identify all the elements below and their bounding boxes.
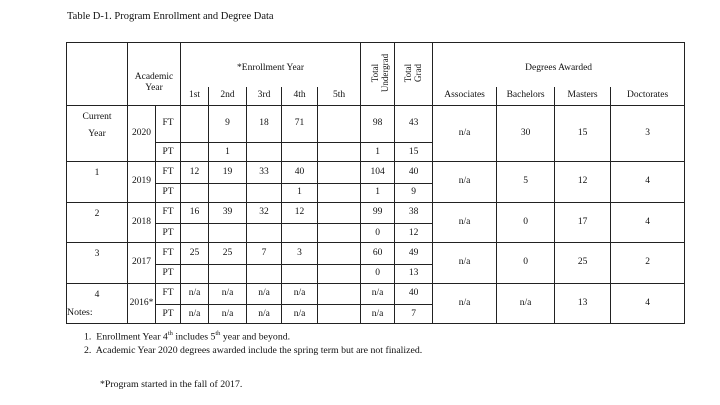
data-cell <box>318 183 361 202</box>
pt-label: PT <box>156 264 181 283</box>
data-cell: 32 <box>247 202 282 224</box>
data-cell <box>318 305 361 324</box>
row-label-cont <box>67 183 128 202</box>
degree-cell: 30 <box>497 105 555 162</box>
data-cell <box>209 183 247 202</box>
row-label: 4 <box>67 283 128 305</box>
data-cell: n/a <box>247 283 282 305</box>
row-label: 2 <box>67 202 128 224</box>
degree-cell: 25 <box>555 243 611 284</box>
degree-cell: 0 <box>497 202 555 243</box>
degree-col-doctorates: Doctorates <box>611 87 685 106</box>
data-cell <box>282 224 318 243</box>
data-cell: 7 <box>247 243 282 265</box>
degree-cell: 3 <box>611 105 685 162</box>
note-1 <box>84 330 290 342</box>
data-cell: 9 <box>395 183 433 202</box>
degree-cell: n/a <box>433 105 497 162</box>
academic-year-cell: 2016* <box>128 283 156 324</box>
data-cell: n/a <box>282 283 318 305</box>
note-1-sup-1: th <box>167 330 173 337</box>
degree-cell: 0 <box>497 243 555 284</box>
pt-label: PT <box>156 143 181 162</box>
data-cell: 38 <box>395 202 433 224</box>
degree-cell: 4 <box>611 202 685 243</box>
note-1-text-a: Enrollment Year 4 <box>96 331 168 343</box>
data-cell: 40 <box>395 283 433 305</box>
data-cell: 1 <box>209 143 247 162</box>
enrollment-year-col-2: 2nd <box>209 87 247 106</box>
data-cell: 33 <box>247 162 282 184</box>
row-label-cont <box>67 143 128 162</box>
table-row <box>67 283 685 305</box>
degree-cell: n/a <box>433 202 497 243</box>
degree-cell: n/a <box>497 283 555 324</box>
data-cell: 7 <box>395 305 433 324</box>
data-cell: 71 <box>282 105 318 143</box>
data-cell: 12 <box>395 224 433 243</box>
data-cell: 1 <box>282 183 318 202</box>
data-cell <box>318 283 361 305</box>
data-cell: n/a <box>361 305 395 324</box>
enrollment-year-col-4: 4th <box>282 87 318 106</box>
data-cell: 1 <box>361 143 395 162</box>
degree-cell: 12 <box>555 162 611 203</box>
data-cell <box>181 143 209 162</box>
data-cell <box>282 264 318 283</box>
data-cell <box>318 162 361 184</box>
data-cell: n/a <box>247 305 282 324</box>
note-1-sup-2: th <box>215 330 221 337</box>
row-label: Current Year <box>67 105 128 143</box>
degree-cell: n/a <box>433 162 497 203</box>
data-cell: 60 <box>361 243 395 265</box>
data-cell: n/a <box>181 283 209 305</box>
data-cell <box>318 224 361 243</box>
ft-label: FT <box>156 243 181 265</box>
data-cell <box>247 183 282 202</box>
data-cell: 9 <box>209 105 247 143</box>
ft-label: FT <box>156 162 181 184</box>
academic-year-cell: 2018 <box>128 202 156 243</box>
degree-cell: 2 <box>611 243 685 284</box>
ft-label: FT <box>156 202 181 224</box>
data-cell: 40 <box>282 162 318 184</box>
pt-label: PT <box>156 183 181 202</box>
degree-col-masters: Masters <box>555 87 611 106</box>
data-cell <box>282 143 318 162</box>
row-label: 3 <box>67 243 128 265</box>
degree-cell: 13 <box>555 283 611 324</box>
degree-cell: n/a <box>433 283 497 324</box>
data-cell <box>318 143 361 162</box>
degree-cell: n/a <box>433 243 497 284</box>
data-cell: 15 <box>395 143 433 162</box>
data-cell: 12 <box>282 202 318 224</box>
enrollment-year-header: *Enrollment Year <box>181 43 361 87</box>
corner-cell-lower <box>67 87 128 106</box>
data-cell: 0 <box>361 224 395 243</box>
data-cell: 12 <box>181 162 209 184</box>
data-cell <box>209 264 247 283</box>
enrollment-year-col-1: 1st <box>181 87 209 106</box>
data-cell: 19 <box>209 162 247 184</box>
data-cell: 16 <box>181 202 209 224</box>
degrees-awarded-header: Degrees Awarded <box>433 43 685 87</box>
data-cell: n/a <box>209 305 247 324</box>
data-cell: 3 <box>282 243 318 265</box>
data-cell <box>247 264 282 283</box>
note-2-text: Academic Year 2020 degrees awarded include the spring term but are not finalized. <box>95 345 423 356</box>
corner-cell <box>67 43 128 87</box>
academic-year-cell: 2020 <box>128 105 156 162</box>
note-2 <box>84 345 422 356</box>
table-row <box>67 105 685 143</box>
data-cell: 40 <box>395 162 433 184</box>
note-1-text-b: includes 5 <box>172 331 216 343</box>
data-cell: 49 <box>395 243 433 265</box>
note-1-number: 1. <box>84 331 92 343</box>
data-cell: n/a <box>361 283 395 305</box>
data-cell: n/a <box>181 305 209 324</box>
ft-label: FT <box>156 105 181 143</box>
degree-cell: 15 <box>555 105 611 162</box>
degree-col-bachelors: Bachelors <box>497 87 555 106</box>
data-cell: 13 <box>395 264 433 283</box>
note-1-text-c: year and beyond. <box>220 331 291 343</box>
table-caption: Table D-1. Program Enrollment and Degree Data <box>67 11 274 22</box>
data-cell: 25 <box>209 243 247 265</box>
data-cell <box>318 264 361 283</box>
total-grad-label: Total Grad <box>403 63 424 82</box>
data-cell: 99 <box>361 202 395 224</box>
total-undergrad-header <box>361 43 395 106</box>
data-cell <box>318 105 361 143</box>
degree-cell: 5 <box>497 162 555 203</box>
data-cell <box>181 105 209 143</box>
data-cell <box>318 243 361 265</box>
enrollment-table <box>66 42 685 324</box>
data-cell: n/a <box>209 283 247 305</box>
ft-label: FT <box>156 283 181 305</box>
total-undergrad-label: Total Undergrad <box>370 53 391 92</box>
footnote: *Program started in the fall of 2017. <box>100 379 243 390</box>
data-cell <box>209 224 247 243</box>
row-label-cont <box>67 264 128 283</box>
data-cell: 43 <box>395 105 433 143</box>
academic-year-cell: 2019 <box>128 162 156 203</box>
data-cell: 0 <box>361 264 395 283</box>
academic-year-header: Academic Year <box>128 43 181 106</box>
enrollment-year-col-3: 3rd <box>247 87 282 106</box>
degree-col-associates: Associates <box>433 87 497 106</box>
data-cell <box>247 143 282 162</box>
data-cell: n/a <box>282 305 318 324</box>
pt-label: PT <box>156 224 181 243</box>
table-row <box>67 243 685 265</box>
degree-cell: 17 <box>555 202 611 243</box>
data-cell <box>181 183 209 202</box>
row-label: 1 <box>67 162 128 184</box>
row-label-cont <box>67 224 128 243</box>
total-grad-header <box>395 43 433 106</box>
data-cell: 1 <box>361 183 395 202</box>
data-cell <box>247 224 282 243</box>
data-cell: 25 <box>181 243 209 265</box>
academic-year-cell: 2017 <box>128 243 156 284</box>
table-row <box>67 162 685 184</box>
table-row <box>67 202 685 224</box>
data-cell <box>318 202 361 224</box>
data-cell: 104 <box>361 162 395 184</box>
data-cell: 39 <box>209 202 247 224</box>
notes-title: Notes: <box>67 307 93 318</box>
note-2-number: 2. <box>84 345 92 356</box>
data-cell: 18 <box>247 105 282 143</box>
pt-label: PT <box>156 305 181 324</box>
degree-cell: 4 <box>611 283 685 324</box>
data-cell <box>181 224 209 243</box>
data-cell: 98 <box>361 105 395 143</box>
degree-cell: 4 <box>611 162 685 203</box>
enrollment-year-col-5: 5th <box>318 87 361 106</box>
data-cell <box>181 264 209 283</box>
